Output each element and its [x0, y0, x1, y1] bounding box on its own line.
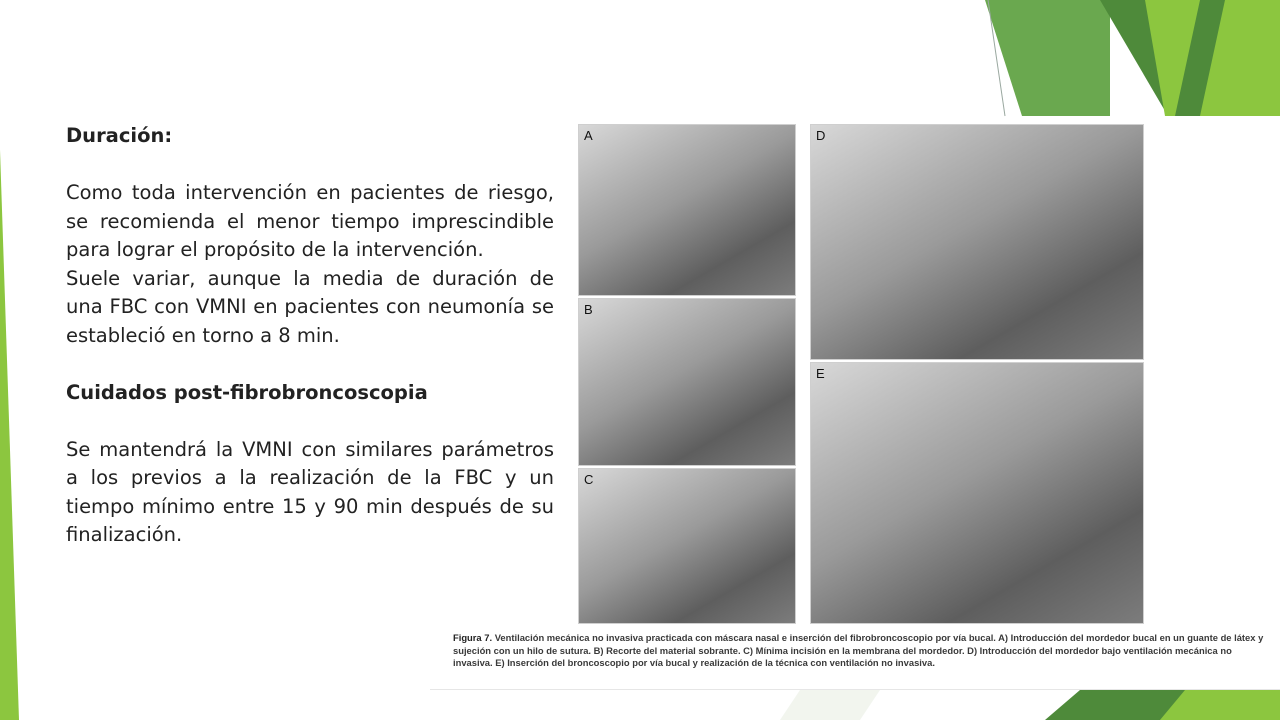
caption-text: Ventilación mecánica no invasiva practicada con máscara nasal e inserción del fibrobroncoscopio por vía bucal. A) Introducción del mordedor bucal en un guante de látex y sujeción con un hilo de sutura. B) Recorte del material sobrante. C) Mínima incisión en la membrana del mordedor. D) Introducción del mordedor bajo ventilación mecánica no invasiva. E) Inserción del broncoscopio por vía bucal y realización de la técnica con ventilación no invasiva.: [453, 632, 1264, 669]
duration-paragraph-2: Suele variar, aunque la media de duración de una FBC con VMNI en pacientes con neumonía se estableció en torno a 8 min.: [66, 266, 554, 347]
top-right-accent-mid: [985, 0, 1110, 116]
panel-label-a: A: [584, 128, 593, 143]
caption-label: Figura 7.: [453, 632, 493, 643]
photo-panel-e: [810, 362, 1144, 624]
photo-panel-b: [578, 298, 796, 466]
post-care-paragraph: Se mantendrá la VMNI con similares parámetros a los previos a la realización de la FBC y un tiempo mínimo entre 15 y 90 min después de su finalización.: [66, 437, 554, 546]
figure-caption: [453, 632, 1268, 670]
duration-heading: Duración:: [66, 124, 173, 147]
photo-panel-d: [810, 124, 1144, 360]
panel-label-e: E: [816, 366, 825, 381]
bottom-right-accent-faint: [780, 690, 880, 720]
duration-paragraph-1: Como toda intervención en pacientes de riesgo, se recomienda el menor tiempo imprescindible para lograr el propósito de la intervención.: [66, 181, 554, 261]
panel-label-c: C: [584, 472, 594, 487]
left-side-accent: [0, 150, 19, 720]
panel-label-d: D: [816, 128, 826, 143]
slide-text: [66, 122, 554, 550]
panel-label-b: B: [584, 302, 593, 317]
caption-divider: [430, 689, 1280, 690]
photo-panel-c: [578, 468, 796, 624]
figure-photo-collage: [578, 124, 1142, 622]
post-care-heading: Cuidados post-fibrobroncoscopia: [66, 380, 428, 404]
photo-panel-a: [578, 124, 796, 296]
